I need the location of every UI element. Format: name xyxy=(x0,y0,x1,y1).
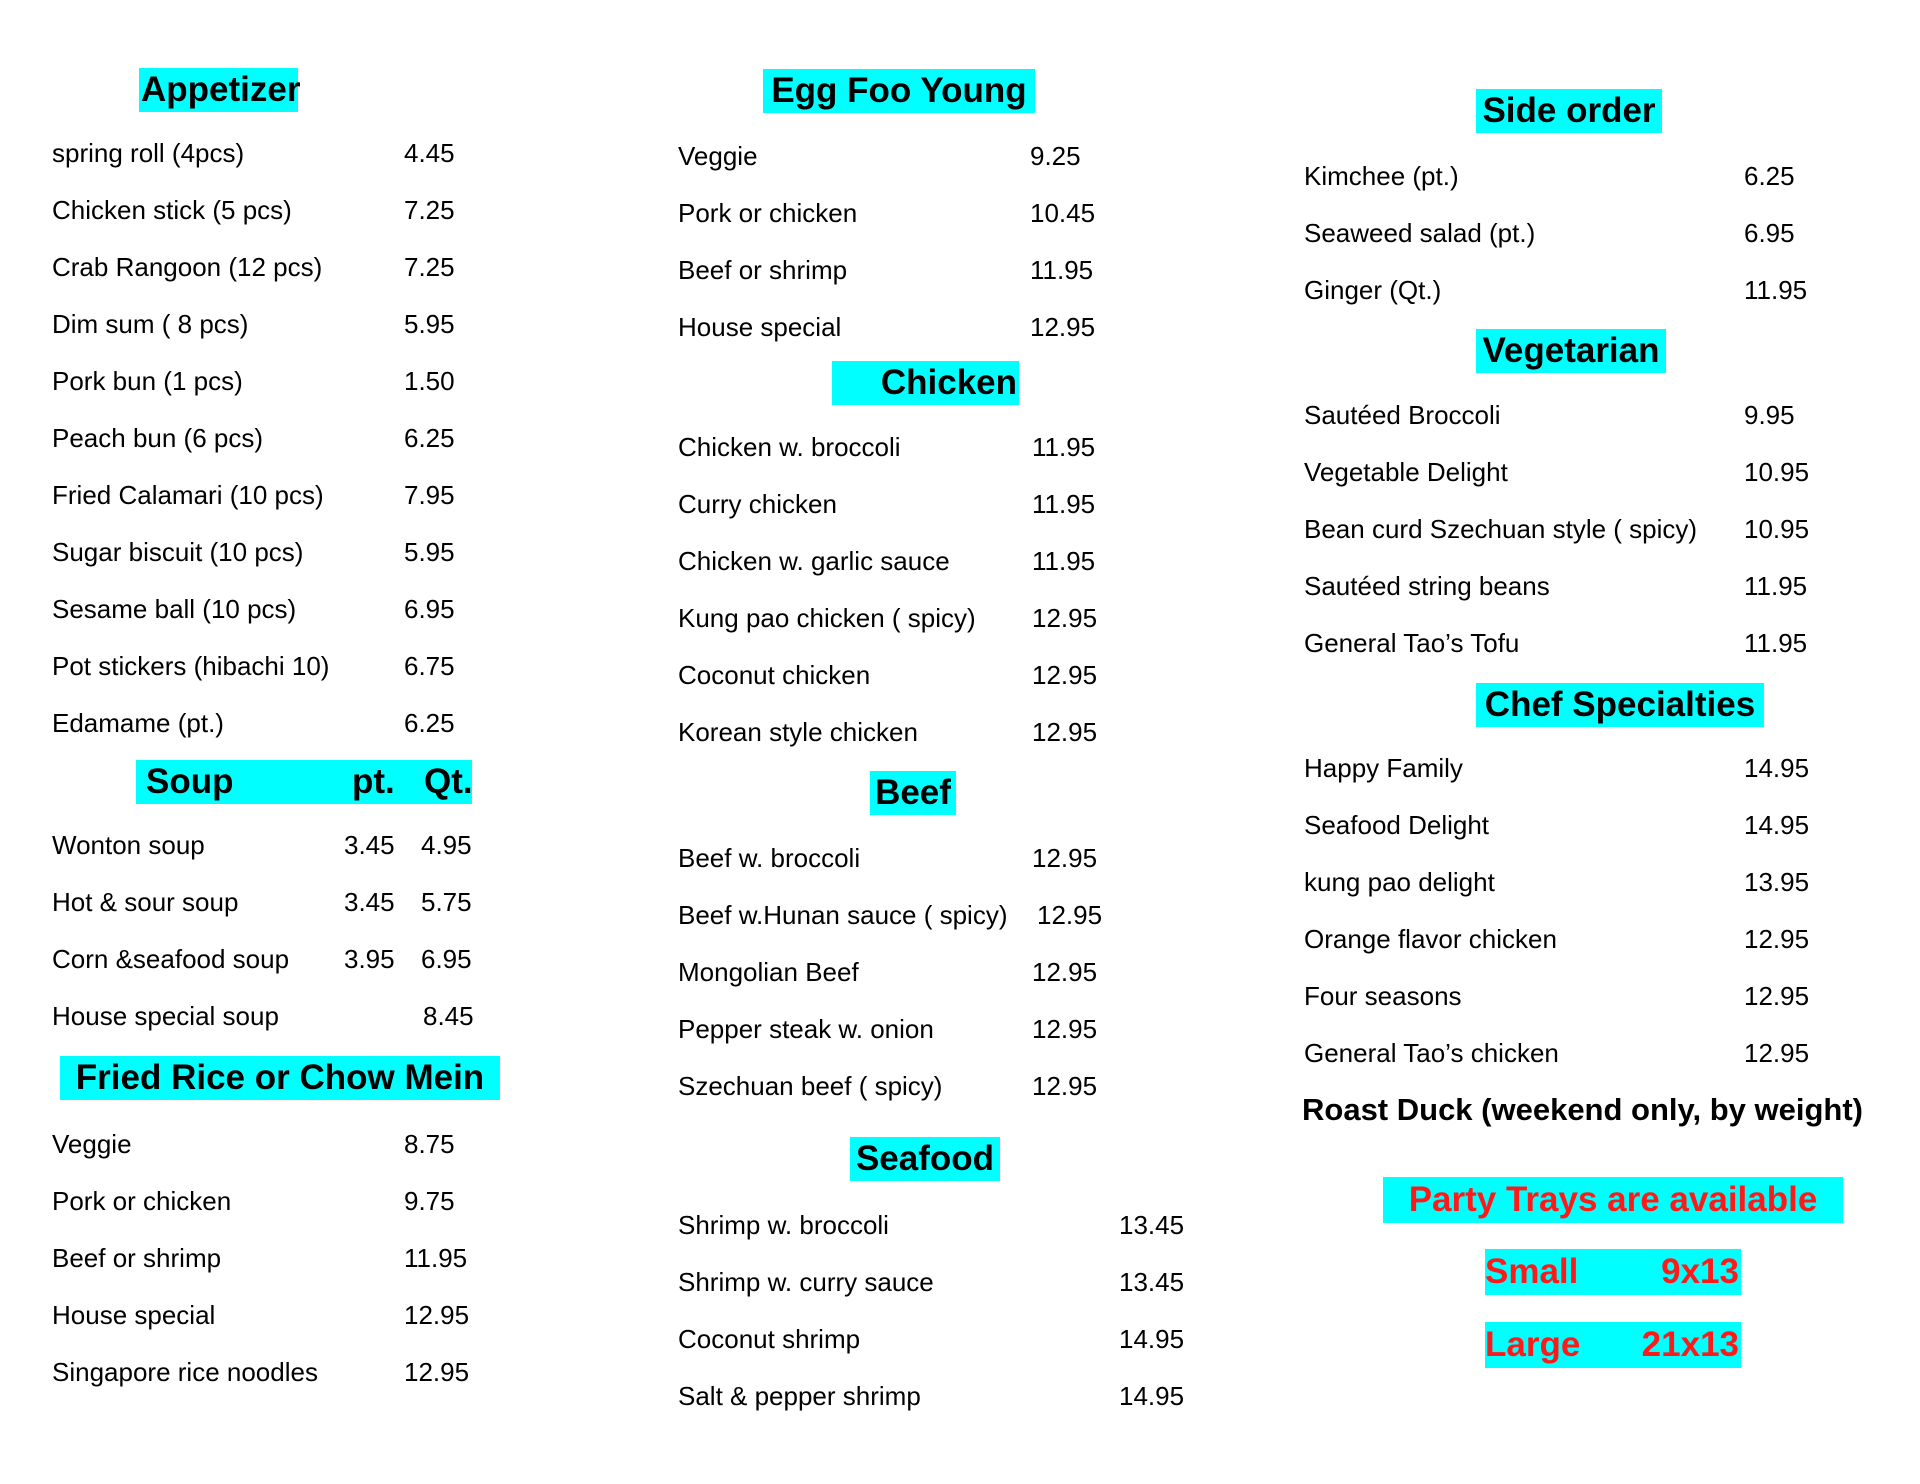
large-size: 21x13 xyxy=(1641,1325,1739,1364)
roast-duck-note: Roast Duck (weekend only, by weight) xyxy=(1302,1092,1863,1127)
appetizer-item-name: spring roll (4pcs) xyxy=(52,138,245,168)
soup-qt-label: Qt. xyxy=(424,762,473,801)
soup-heading xyxy=(136,760,472,804)
appetizer-item-price: 6.75 xyxy=(404,651,455,681)
beef-heading: Beef xyxy=(870,771,956,815)
chef_specialties-item-name: Orange flavor chicken xyxy=(1304,924,1557,954)
seafood-item-price: 14.95 xyxy=(1119,1381,1185,1411)
appetizer-item-price: 7.25 xyxy=(404,252,455,282)
chicken-item-name: Coconut chicken xyxy=(678,660,871,690)
appetizer-item-name: Peach bun (6 pcs) xyxy=(52,423,264,453)
seafood-item-price: 13.45 xyxy=(1119,1267,1185,1297)
chef_specialties-item-name: Seafood Delight xyxy=(1304,810,1490,840)
soup-qt-price: 4.95 xyxy=(421,830,472,860)
appetizer-item-price: 6.95 xyxy=(404,594,455,624)
appetizer-item-name: Edamame (pt.) xyxy=(52,708,224,738)
side_order-item-name: Kimchee (pt.) xyxy=(1304,161,1459,191)
soup-title: Soup xyxy=(146,762,234,801)
beef-item-name: Beef w. broccoli xyxy=(678,843,861,873)
chicken-item-price: 12.95 xyxy=(1032,717,1098,747)
fried_rice-item-price: 9.75 xyxy=(404,1186,455,1216)
appetizer-item-name: Dim sum ( 8 pcs) xyxy=(52,309,249,339)
egg_foo_young-item-name: Pork or chicken xyxy=(678,198,858,228)
fried_rice-item-name: Singapore rice noodles xyxy=(52,1357,318,1387)
appetizer-item-price: 5.95 xyxy=(404,537,455,567)
party-trays-heading: Party Trays are available xyxy=(1383,1177,1843,1223)
fried_rice-item-name: Pork or chicken xyxy=(52,1186,232,1216)
appetizer-item-price: 4.45 xyxy=(404,138,455,168)
egg_foo_young-item-price: 11.95 xyxy=(1030,255,1094,285)
chicken-item-price: 11.95 xyxy=(1032,489,1096,519)
vegetarian-heading: Vegetarian xyxy=(1476,329,1666,373)
side_order-item-price: 6.25 xyxy=(1744,161,1795,191)
appetizer-item-name: Pot stickers (hibachi 10) xyxy=(52,651,330,681)
chicken-item-name: Curry chicken xyxy=(678,489,837,519)
side_order-item-name: Seaweed salad (pt.) xyxy=(1304,218,1536,248)
appetizer-item-price: 1.50 xyxy=(404,366,455,396)
vegetarian-item-price: 9.95 xyxy=(1744,400,1795,430)
small-label: Small xyxy=(1485,1252,1579,1291)
beef-item-price: 12.95 xyxy=(1032,957,1098,987)
appetizer-item-price: 6.25 xyxy=(404,708,455,738)
fried_rice-item-name: House special xyxy=(52,1300,216,1330)
seafood-item-price: 14.95 xyxy=(1119,1324,1185,1354)
vegetarian-item-name: Vegetable Delight xyxy=(1304,457,1508,487)
soup-pt-label: pt. xyxy=(352,762,395,801)
chicken-item-name: Chicken w. broccoli xyxy=(678,432,901,462)
beef-item-price: 12.95 xyxy=(1032,843,1098,873)
vegetarian-item-name: Bean curd Szechuan style ( spicy) xyxy=(1304,514,1698,544)
vegetarian-item-price: 10.95 xyxy=(1744,514,1810,544)
egg_foo_young-item-price: 12.95 xyxy=(1030,312,1096,342)
fried_rice-item-price: 12.95 xyxy=(404,1357,470,1387)
beef-item-name: Mongolian Beef xyxy=(678,957,859,987)
chef_specialties-item-name: Happy Family xyxy=(1304,753,1463,783)
fried_rice-item-price: 12.95 xyxy=(404,1300,470,1330)
vegetarian-item-price: 11.95 xyxy=(1744,628,1808,658)
appetizer-item-name: Crab Rangoon (12 pcs) xyxy=(52,252,323,282)
egg_foo_young-item-price: 10.45 xyxy=(1030,198,1096,228)
egg-foo-young-heading: Egg Foo Young xyxy=(763,69,1035,113)
appetizer-item-price: 5.95 xyxy=(404,309,455,339)
beef-item-name: Pepper steak w. onion xyxy=(678,1014,934,1044)
chicken-item-price: 12.95 xyxy=(1032,660,1098,690)
chef_specialties-item-price: 12.95 xyxy=(1744,924,1810,954)
soup-qt-price: 8.45 xyxy=(423,1001,474,1031)
seafood-item-name: Shrimp w. curry sauce xyxy=(678,1267,934,1297)
vegetarian-item-name: General Tao’s Tofu xyxy=(1304,628,1520,658)
beef-item-price: 12.95 xyxy=(1032,1071,1098,1101)
appetizer-heading: Appetizer xyxy=(139,68,298,112)
fried_rice-item-price: 11.95 xyxy=(404,1243,468,1273)
party-tray-large xyxy=(1485,1322,1741,1368)
chef_specialties-item-name: kung pao delight xyxy=(1304,867,1495,897)
seafood-item-price: 13.45 xyxy=(1119,1210,1185,1240)
soup-pt-price: 3.45 xyxy=(344,830,395,860)
seafood-item-name: Coconut shrimp xyxy=(678,1324,861,1354)
egg_foo_young-item-name: Beef or shrimp xyxy=(678,255,848,285)
chicken-item-price: 11.95 xyxy=(1032,546,1096,576)
appetizer-item-name: Pork bun (1 pcs) xyxy=(52,366,243,396)
small-size: 9x13 xyxy=(1661,1252,1739,1291)
beef-item-price: 12.95 xyxy=(1037,900,1103,930)
side_order-item-price: 11.95 xyxy=(1744,275,1808,305)
fried_rice-item-name: Beef or shrimp xyxy=(52,1243,222,1273)
vegetarian-item-price: 10.95 xyxy=(1744,457,1810,487)
appetizer-item-price: 7.25 xyxy=(404,195,455,225)
side_order-item-name: Ginger (Qt.) xyxy=(1304,275,1442,305)
beef-item-name: Beef w.Hunan sauce ( spicy) xyxy=(678,900,1008,930)
beef-item-price: 12.95 xyxy=(1032,1014,1098,1044)
appetizer-item-price: 7.95 xyxy=(404,480,455,510)
chicken-item-name: Chicken w. garlic sauce xyxy=(678,546,950,576)
fried-rice-heading: Fried Rice or Chow Mein xyxy=(60,1056,500,1100)
seafood-item-name: Salt & pepper shrimp xyxy=(678,1381,921,1411)
chicken-item-price: 12.95 xyxy=(1032,603,1098,633)
chef_specialties-item-price: 12.95 xyxy=(1744,981,1810,1011)
fried_rice-item-price: 8.75 xyxy=(404,1129,455,1159)
beef-item-name: Szechuan beef ( spicy) xyxy=(678,1071,943,1101)
chef-specialties-heading: Chef Specialties xyxy=(1476,683,1764,727)
soup-qt-price: 6.95 xyxy=(421,944,472,974)
vegetarian-item-name: Sautéed Broccoli xyxy=(1304,400,1501,430)
soup-item-name: Hot & sour soup xyxy=(52,887,239,917)
soup-item-name: Wonton soup xyxy=(52,830,205,860)
seafood-item-name: Shrimp w. broccoli xyxy=(678,1210,889,1240)
egg_foo_young-item-name: House special xyxy=(678,312,842,342)
chicken-item-name: Korean style chicken xyxy=(678,717,918,747)
appetizer-item-name: Sugar biscuit (10 pcs) xyxy=(52,537,304,567)
chef_specialties-item-name: General Tao’s chicken xyxy=(1304,1038,1559,1068)
chef_specialties-item-price: 14.95 xyxy=(1744,810,1810,840)
chicken-item-name: Kung pao chicken ( spicy) xyxy=(678,603,976,633)
party-tray-small xyxy=(1485,1249,1741,1295)
egg_foo_young-item-name: Veggie xyxy=(678,141,758,171)
soup-item-name: Corn &seafood soup xyxy=(52,944,290,974)
chicken-heading: Chicken xyxy=(832,361,1019,405)
large-label: Large xyxy=(1485,1325,1581,1364)
vegetarian-item-price: 11.95 xyxy=(1744,571,1808,601)
chef_specialties-item-price: 13.95 xyxy=(1744,867,1810,897)
chef_specialties-item-price: 12.95 xyxy=(1744,1038,1810,1068)
appetizer-item-name: Sesame ball (10 pcs) xyxy=(52,594,297,624)
seafood-heading: Seafood xyxy=(850,1137,1000,1181)
soup-qt-price: 5.75 xyxy=(421,887,472,917)
appetizer-item-name: Fried Calamari (10 pcs) xyxy=(52,480,324,510)
appetizer-item-name: Chicken stick (5 pcs) xyxy=(52,195,292,225)
chef_specialties-item-name: Four seasons xyxy=(1304,981,1462,1011)
fried_rice-item-name: Veggie xyxy=(52,1129,132,1159)
chef_specialties-item-price: 14.95 xyxy=(1744,753,1810,783)
appetizer-item-price: 6.25 xyxy=(404,423,455,453)
soup-item-name: House special soup xyxy=(52,1001,279,1031)
side-order-heading: Side order xyxy=(1476,89,1662,133)
side_order-item-price: 6.95 xyxy=(1744,218,1795,248)
chicken-item-price: 11.95 xyxy=(1032,432,1096,462)
soup-pt-price: 3.45 xyxy=(344,887,395,917)
soup-pt-price: 3.95 xyxy=(344,944,395,974)
egg_foo_young-item-price: 9.25 xyxy=(1030,141,1081,171)
vegetarian-item-name: Sautéed string beans xyxy=(1304,571,1550,601)
